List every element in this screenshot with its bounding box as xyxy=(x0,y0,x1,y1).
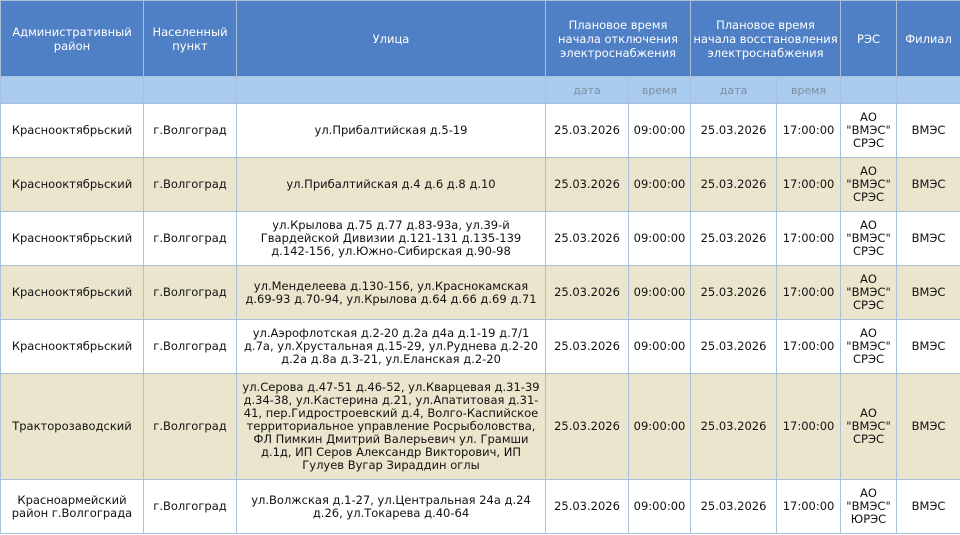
column-header-locality: Населенный пункт xyxy=(144,1,237,77)
table-row xyxy=(1,266,960,320)
subheader-row xyxy=(1,77,960,104)
cell-locality: г.Волгоград xyxy=(144,212,237,266)
cell-off-date: 25.03.2026 xyxy=(546,480,629,534)
column-header-restore-time: Плановое время начала восстановления электроснабжения xyxy=(691,1,841,77)
cell-locality: г.Волгоград xyxy=(144,480,237,534)
cell-on-date: 25.03.2026 xyxy=(691,320,777,374)
cell-street: ул.Менделеева д.130-156, ул.Краснокамская д.69-93 д.70-94, ул.Крылова д.64 д.66 д.69 д.71 xyxy=(237,266,546,320)
cell-on-date: 25.03.2026 xyxy=(691,104,777,158)
cell-off-time: 09:00:00 xyxy=(629,212,691,266)
column-header-off-time: Плановое время начала отключения электроснабжения xyxy=(546,1,691,77)
cell-on-date: 25.03.2026 xyxy=(691,374,777,480)
cell-district: Краснооктябрьский xyxy=(1,266,144,320)
subheader-on-date: дата xyxy=(691,77,777,104)
cell-res: АО "ВМЭС" СРЭС xyxy=(841,374,897,480)
cell-off-time: 09:00:00 xyxy=(629,374,691,480)
subheader-empty xyxy=(841,77,897,104)
subheader-on-time: время xyxy=(777,77,841,104)
cell-res: АО "ВМЭС" СРЭС xyxy=(841,266,897,320)
cell-street: ул.Крылова д.75 д.77 д.83-93а, ул.39-й Гвардейской Дивизии д.121-131 д.135-139 д.142-156, ул.Южно-Сибирская д.90-98 xyxy=(237,212,546,266)
cell-locality: г.Волгоград xyxy=(144,374,237,480)
cell-on-time: 17:00:00 xyxy=(777,158,841,212)
cell-district: Краснооктябрьский xyxy=(1,320,144,374)
cell-off-date: 25.03.2026 xyxy=(546,158,629,212)
cell-branch: ВМЭС xyxy=(897,104,960,158)
cell-branch: ВМЭС xyxy=(897,158,960,212)
subheader-empty xyxy=(1,77,144,104)
subheader-empty xyxy=(897,77,960,104)
cell-res: АО "ВМЭС" СРЭС xyxy=(841,104,897,158)
subheader-off-time: время xyxy=(629,77,691,104)
cell-on-date: 25.03.2026 xyxy=(691,266,777,320)
cell-branch: ВМЭС xyxy=(897,480,960,534)
subheader-empty xyxy=(144,77,237,104)
cell-branch: ВМЭС xyxy=(897,374,960,480)
cell-on-date: 25.03.2026 xyxy=(691,158,777,212)
cell-res: АО "ВМЭС" ЮРЭС xyxy=(841,480,897,534)
cell-district: Красноармейский район г.Волгограда xyxy=(1,480,144,534)
column-header-branch: Филиал xyxy=(897,1,960,77)
cell-locality: г.Волгоград xyxy=(144,320,237,374)
cell-locality: г.Волгоград xyxy=(144,266,237,320)
cell-off-time: 09:00:00 xyxy=(629,480,691,534)
cell-off-time: 09:00:00 xyxy=(629,104,691,158)
cell-on-date: 25.03.2026 xyxy=(691,480,777,534)
cell-off-date: 25.03.2026 xyxy=(546,266,629,320)
cell-on-time: 17:00:00 xyxy=(777,104,841,158)
table-row xyxy=(1,212,960,266)
column-header-district: Административный район xyxy=(1,1,144,77)
cell-off-time: 09:00:00 xyxy=(629,266,691,320)
column-header-res: РЭС xyxy=(841,1,897,77)
cell-street: ул.Серова д.47-51 д.46-52, ул.Кварцевая д.31-39 д.34-38, ул.Кастерина д.21, ул.Апатитовая д.31-41, пер.Гидростроевский д.4, Волго-Каспийское территориальное управление Росрыболовства, ФЛ Пимкин Дмитрий Валерьевич ул. Грамши д.1д, ИП Серов Александр Викторович, ИП Гулуев Вугар Зираддин оглы xyxy=(237,374,546,480)
cell-on-time: 17:00:00 xyxy=(777,266,841,320)
cell-locality: г.Волгоград xyxy=(144,158,237,212)
cell-district: Краснооктябрьский xyxy=(1,158,144,212)
cell-off-date: 25.03.2026 xyxy=(546,374,629,480)
cell-off-time: 09:00:00 xyxy=(629,158,691,212)
cell-on-date: 25.03.2026 xyxy=(691,212,777,266)
table-row xyxy=(1,480,960,534)
cell-off-time: 09:00:00 xyxy=(629,320,691,374)
header-row xyxy=(1,1,960,77)
cell-on-time: 17:00:00 xyxy=(777,480,841,534)
column-header-street: Улица xyxy=(237,1,546,77)
subheader-off-date: дата xyxy=(546,77,629,104)
cell-res: АО "ВМЭС" СРЭС xyxy=(841,320,897,374)
subheader-empty xyxy=(237,77,546,104)
cell-district: Тракторозаводский xyxy=(1,374,144,480)
cell-on-time: 17:00:00 xyxy=(777,320,841,374)
cell-on-time: 17:00:00 xyxy=(777,212,841,266)
cell-branch: ВМЭС xyxy=(897,212,960,266)
cell-off-date: 25.03.2026 xyxy=(546,212,629,266)
cell-district: Краснооктябрьский xyxy=(1,104,144,158)
cell-locality: г.Волгоград xyxy=(144,104,237,158)
cell-branch: ВМЭС xyxy=(897,320,960,374)
cell-on-time: 17:00:00 xyxy=(777,374,841,480)
table-row xyxy=(1,374,960,480)
table-row xyxy=(1,158,960,212)
cell-res: АО "ВМЭС" СРЭС xyxy=(841,212,897,266)
table-row xyxy=(1,320,960,374)
cell-off-date: 25.03.2026 xyxy=(546,104,629,158)
cell-res: АО "ВМЭС" СРЭС xyxy=(841,158,897,212)
cell-off-date: 25.03.2026 xyxy=(546,320,629,374)
cell-street: ул.Прибалтийская д.5-19 xyxy=(237,104,546,158)
cell-street: ул.Волжская д.1-27, ул.Центральная 24а д.24 д.26, ул.Токарева д.40-64 xyxy=(237,480,546,534)
table-row xyxy=(1,104,960,158)
cell-street: ул.Аэрофлотская д.2-20 д.2а д4а д.1-19 д.7/1 д.7а, ул.Хрустальная д.15-29, ул.Руднева д.2-20 д.2а д.8а д.3-21, ул.Еланская д.2-20 xyxy=(237,320,546,374)
cell-branch: ВМЭС xyxy=(897,266,960,320)
cell-district: Краснооктябрьский xyxy=(1,212,144,266)
cell-street: ул.Прибалтийская д.4 д.6 д.8 д.10 xyxy=(237,158,546,212)
